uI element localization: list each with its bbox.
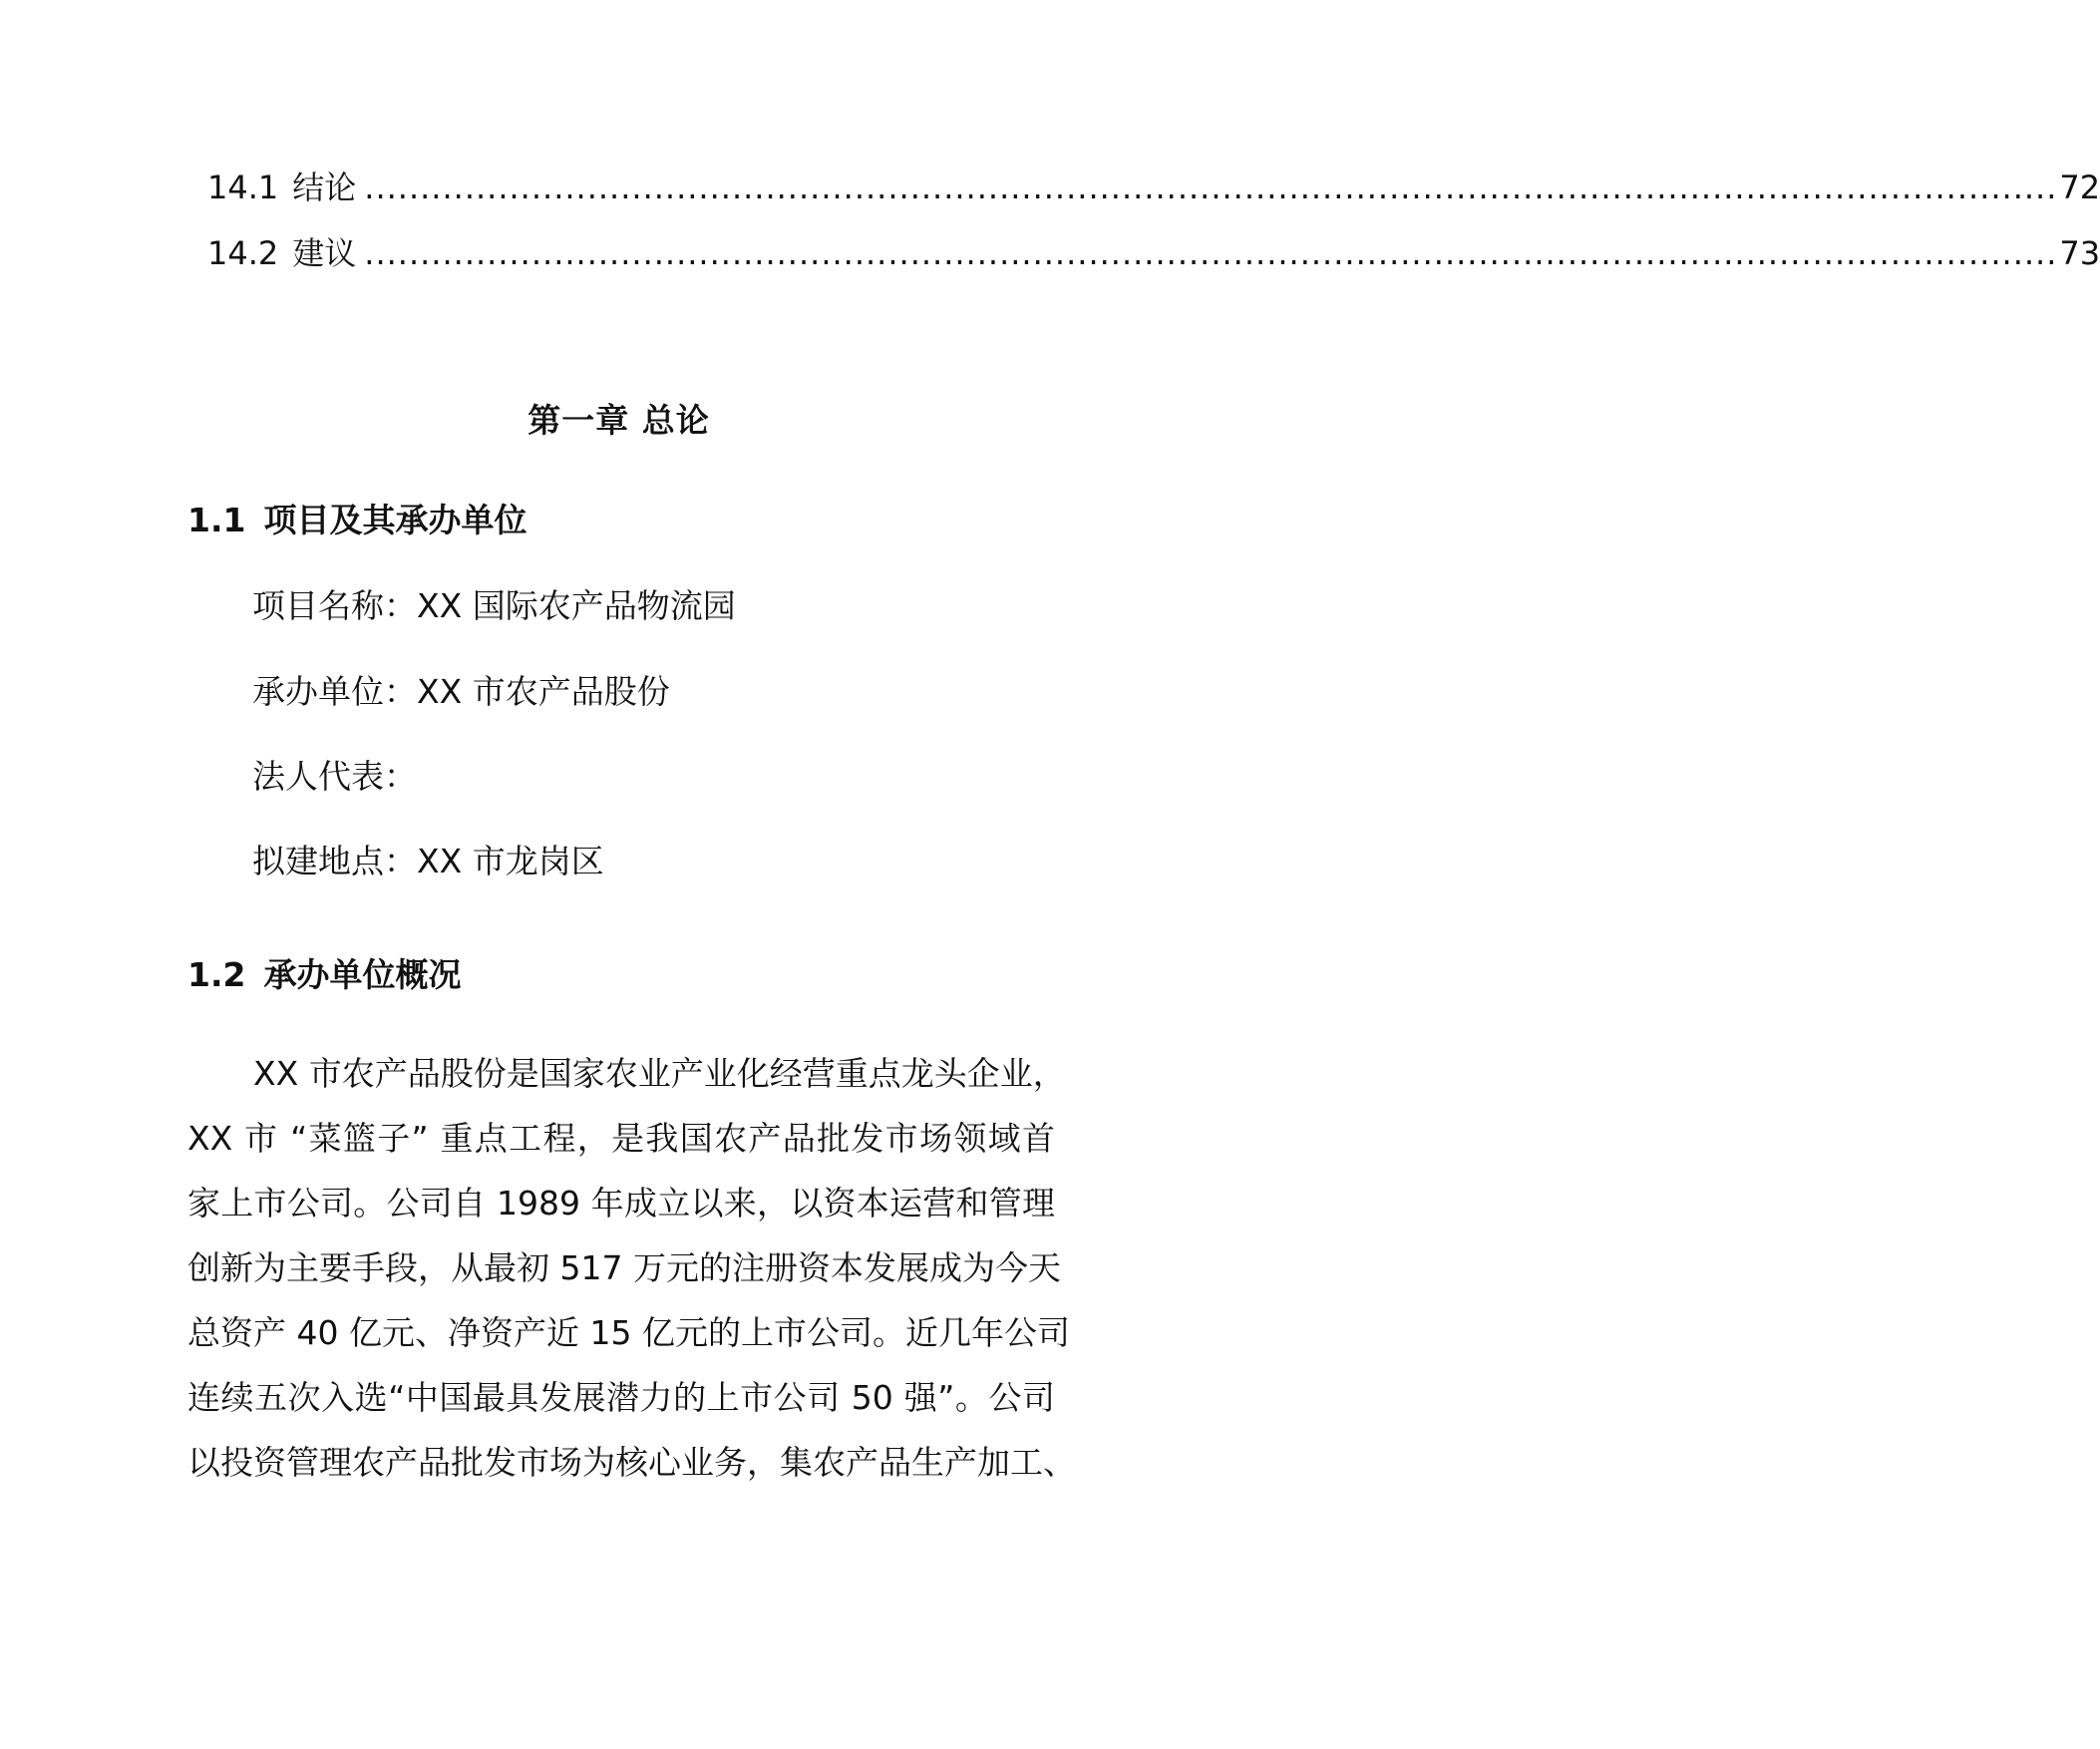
section-heading-1-2 [187, 951, 461, 999]
toc-entry-number: 14.1 [207, 169, 279, 206]
toc-leader-dots: ........................................................................................................................................................ [364, 169, 2058, 206]
paragraph-line: XX 市 “菜篮子” 重点工程，是我国农产品批发市场领域首 [187, 1119, 1055, 1158]
toc-entry[interactable] [207, 231, 2100, 275]
section-number: 1.1 [187, 501, 246, 539]
section-number: 1.2 [187, 955, 246, 994]
toc-entry-page: 72 [2059, 169, 2100, 206]
proposed-location-field: 拟建地点：XX 市龙岗区 [252, 842, 604, 880]
toc-entry[interactable] [207, 166, 2100, 209]
section-heading-1-1 [187, 497, 526, 544]
toc-leader-dots: ........................................................................................................................................................ [364, 234, 2058, 272]
chapter-title: 第一章 总论 [527, 401, 710, 440]
paragraph-line: XX 市农产品股份是国家农业产业化经营重点龙头企业， [253, 1054, 1066, 1093]
company-overview-paragraph [187, 1041, 1076, 1495]
toc-entry-title: 建议 [292, 234, 357, 272]
toc-entry-page: 73 [2059, 234, 2100, 272]
legal-representative-field: 法人代表： [252, 757, 417, 796]
section-title: 项目及其承办单位 [263, 501, 527, 539]
paragraph-line: 以投资管理农产品批发市场为核心业务，集农产品生产加工、 [187, 1443, 1076, 1482]
paragraph-line: 总资产 40 亿元、净资产近 15 亿元的上市公司。近几年公司 [187, 1313, 1070, 1352]
sponsor-unit-field: 承办单位：XX 市农产品股份 [252, 672, 670, 711]
paragraph-line: 连续五次入选“中国最具发展潜力的上市公司 50 强”。公司 [187, 1378, 1055, 1417]
paragraph-line: 创新为主要手段，从最初 517 万元的注册资本发展成为今天 [187, 1248, 1061, 1287]
paragraph-line: 家上市公司。公司自 1989 年成立以来，以资本运营和管理 [187, 1184, 1055, 1223]
toc-entry-number: 14.2 [207, 234, 279, 272]
project-name-field: 项目名称：XX 国际农产品物流园 [252, 586, 736, 625]
section-title: 承办单位概况 [263, 955, 462, 994]
toc-entry-title: 结论 [292, 169, 357, 206]
